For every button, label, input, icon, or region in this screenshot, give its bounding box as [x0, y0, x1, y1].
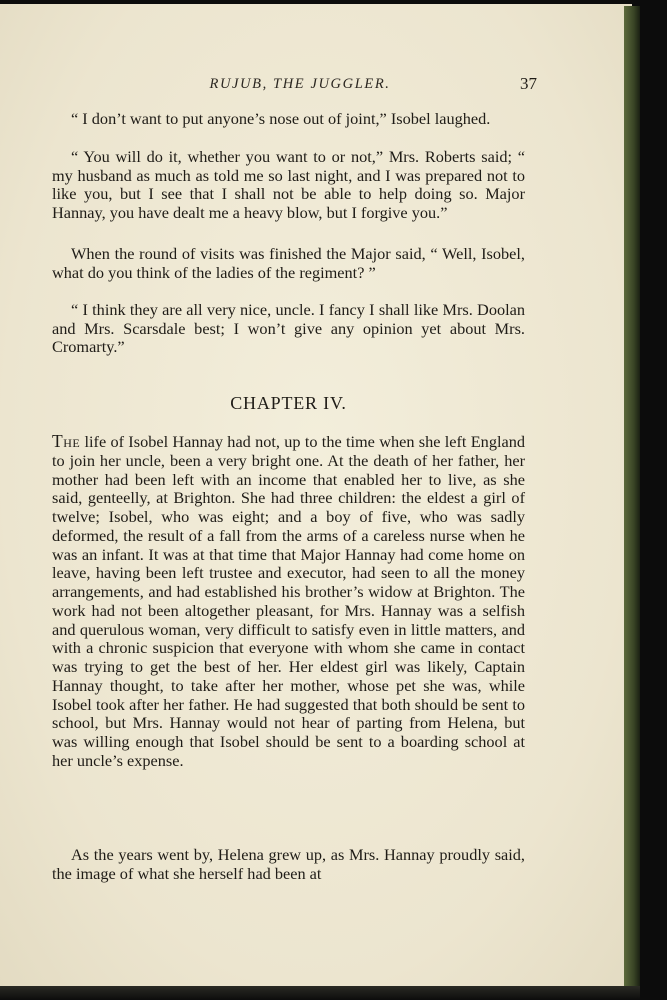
paragraph: As the years went by, Helena grew up, as Mrs. Hannay proudly said, the image of what she herself had been at: [52, 845, 525, 883]
chapter-opening-paragraph: [52, 432, 525, 771]
page-number: 37: [520, 74, 537, 93]
book-spine-edge: [624, 6, 640, 988]
paragraph: “ I think they are all very nice, uncle. I fancy I shall like Mrs. Doolan and Mrs. Scarsdale best; I won’t give any opinion yet about Mrs. Cromarty.”: [52, 300, 525, 357]
opening-paragraph-text: life of Isobel Hannay had not, up to the time when she left England to join her uncle, been a very bright one. At the death of her father, her mother had been left with an income that enabled her to live, as she said, genteelly, at Brighton. She had three children: the eldest a girl of twelve; Isobel, who was eight; and a boy of five, who was sadly deformed, the result of a fall from the arms of a careless nurse when he was an infant. It was at that time that Major Hannay had come home on leave, having been left trustee and executor, had seen to all the money arrangements, and had established his brother’s widow at Brighton. The work had not been altogether pleasant, for Mrs. Hannay was a selfish and querulous woman, very difficult to satisfy even in little matters, and with a chronic suspicion that everyone with whom she came in contact was trying to get the best of her. Her eldest girl was likely, Captain Hannay thought, to take after her mother, whose pet she was, while Isobel took after her father. He had suggested that both should be sent to school, but Mrs. Hannay would not hear of parting from Helena, but was willing enough that Isobel should be sent to a boarding school at her uncle’s expense.: [52, 432, 525, 770]
chapter-heading: CHAPTER IV.: [230, 393, 347, 413]
paragraph: “ I don’t want to put anyone’s nose out of joint,” Isobel laughed.: [71, 109, 491, 128]
book-page: [0, 4, 632, 992]
paragraph: “ You will do it, whether you want to or not,” Mrs. Roberts said; “ my husband as much as told me so last night, and I was prepared not to like you, but I see that I shall not be able to help doing so. Major Hannay, you have dealt me a heavy blow, but I forgive you.”: [52, 147, 525, 223]
paragraph: When the round of visits was finished the Major said, “ Well, Isobel, what do you think of the ladies of the regiment? ”: [52, 244, 525, 282]
running-head-title: RUJUB, THE JUGGLER.: [209, 76, 391, 92]
page-bottom-edge: [0, 986, 640, 1000]
opening-word: The: [52, 431, 81, 451]
